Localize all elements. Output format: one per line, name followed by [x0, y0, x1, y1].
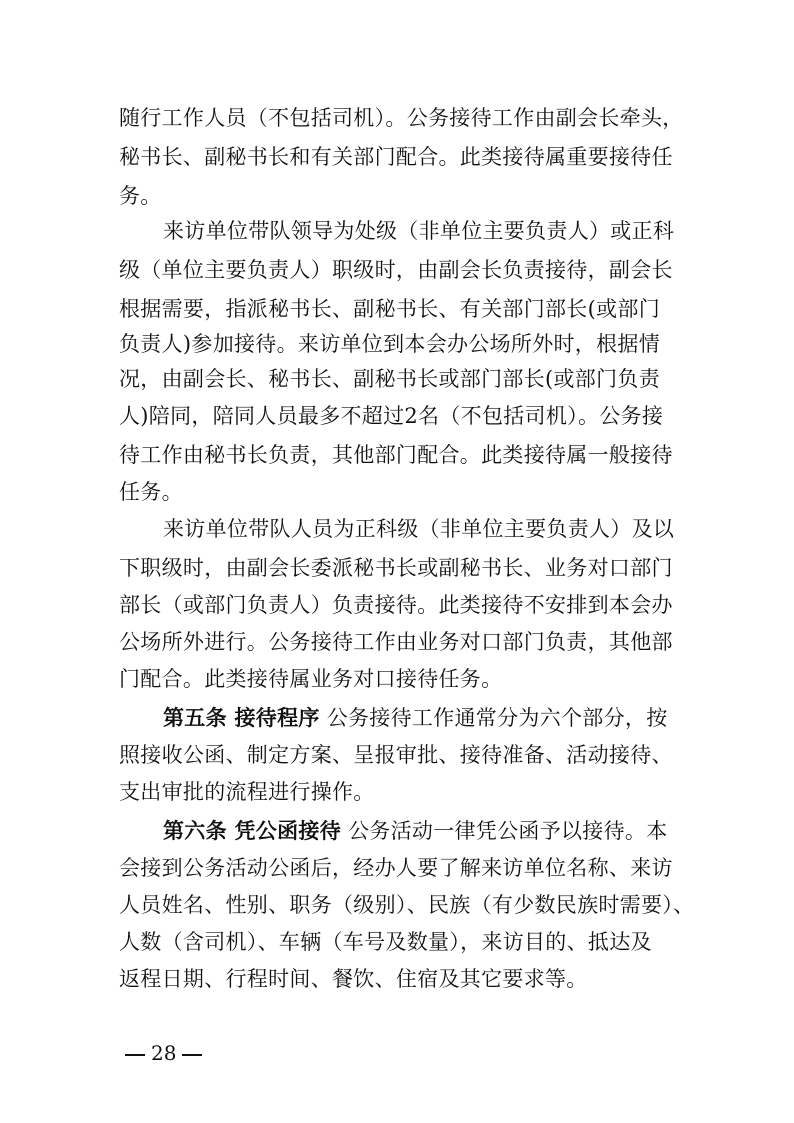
paragraph-2-line-4: 负责人)参加接待。来访单位到本会办公场所外时，根据情: [119, 332, 660, 356]
paragraph-3-line-1: 来访单位带队人员为正科级（非单位主要负责人）及以: [163, 517, 675, 541]
paragraph-2-line-3: 根据需要，指派秘书长、副秘书长、有关部门部长(或部门: [119, 297, 660, 321]
page-footer: [119, 1038, 208, 1068]
paragraph-1-line-3: 务。: [119, 184, 162, 208]
article-6-heading: 第六条 凭公函接待: [163, 819, 342, 843]
page-number: 28: [151, 1041, 177, 1065]
paragraph-2-line-8: 任务。: [119, 480, 183, 504]
paragraph-3-line-3: 部长（或部门负责人）负责接待。此类接待不安排到本会办: [119, 593, 673, 617]
paragraph-1-line-2: 秘书长、副秘书长和有关部门配合。此类接待属重要接待任: [119, 145, 673, 169]
article-6-line-5: 返程日期、行程时间、餐饮、住宿及其它要求等。: [119, 967, 588, 991]
left-dash: [125, 1054, 145, 1056]
article-6-line-3: 人员姓名、性别、职务（级别）、民族（有少数民族时需要）、: [119, 893, 695, 917]
paragraph-3-line-2: 下职级时，由副会长委派秘书长或副秘书长、业务对口部门: [119, 556, 673, 580]
paragraph-2-line-7: 待工作由秘书长负责，其他部门配合。此类接待属一般接待: [119, 443, 673, 467]
article-6-line-4: 人数（含司机）、车辆（车号及数量），来访目的、抵达及: [119, 930, 652, 954]
article-5-heading: 第五条 接待程序: [163, 706, 320, 730]
right-dash: [182, 1054, 202, 1056]
paragraph-1-line-1: 随行工作人员（不包括司机）。公务接待工作由副会长牵头，: [119, 106, 684, 130]
paragraph-2-line-5: 况，由副会长、秘书长、副秘书长或部门部长(或部门负责: [119, 367, 660, 391]
paragraph-3-line-5: 门配合。此类接待属业务对口接待任务。: [119, 667, 503, 691]
article-6-line-1: [163, 816, 683, 846]
article-5-line-2: 照接收公函、制定方案、呈报审批、接待准备、活动接待、: [119, 743, 673, 767]
article-6-text: 公务活动一律凭公函予以接待。本: [348, 819, 668, 843]
article-5-line-1: [163, 703, 683, 733]
article-5-line-3: 支出审批的流程进行操作。: [119, 780, 375, 804]
article-5-text: 公务接待工作通常分为六个部分，按: [326, 706, 668, 730]
paragraph-2-line-6: 人)陪同，陪同人员最多不超过2名（不包括司机）。公务接: [119, 404, 664, 428]
paragraph-2-line-2: 级（单位主要负责人）职级时，由副会长负责接待，副会长: [119, 258, 673, 282]
paragraph-2-line-1: 来访单位带队领导为处级（非单位主要负责人）或正科: [163, 219, 675, 243]
paragraph-3-line-4: 公场所外进行。公务接待工作由业务对口部门负责，其他部: [119, 630, 673, 654]
article-6-line-2: 会接到公务活动公函后，经办人要了解来访单位名称、来访: [119, 856, 673, 880]
